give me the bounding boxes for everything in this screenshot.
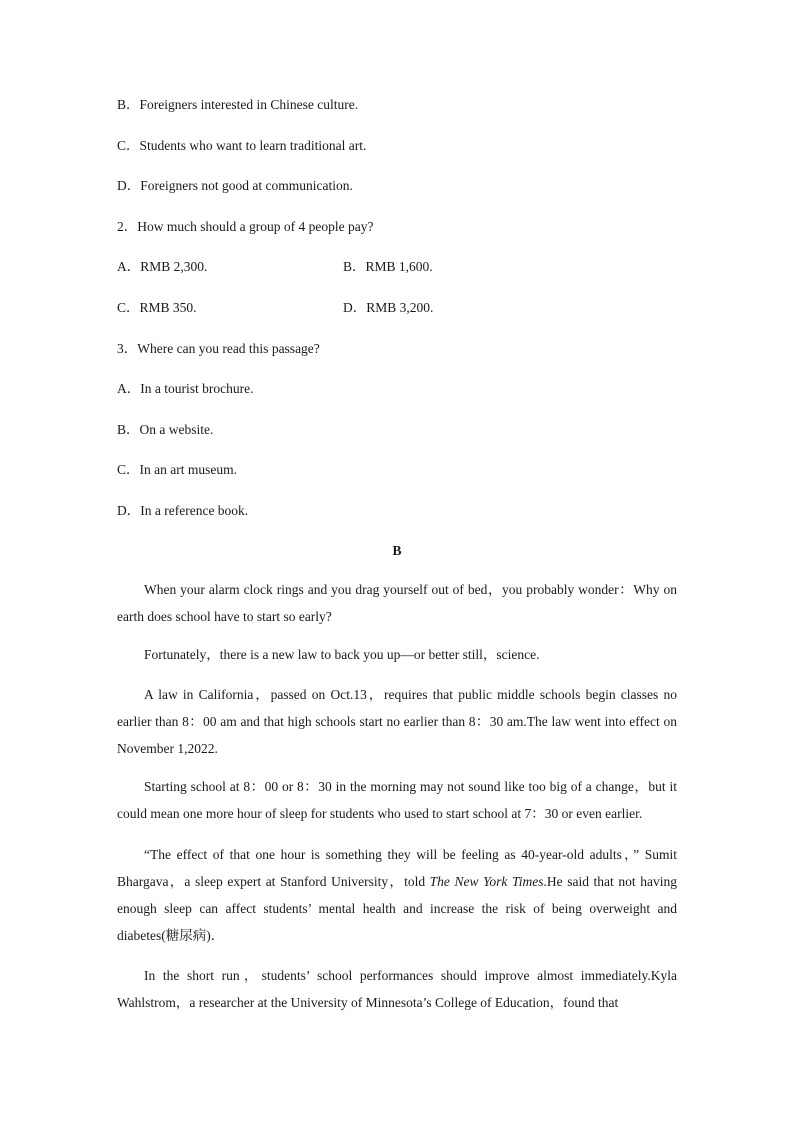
q2-option-c: C．RMB 350. bbox=[117, 300, 197, 315]
passage-paragraph-5 bbox=[117, 841, 677, 949]
q3-option-c: C．In an art museum. bbox=[117, 462, 237, 477]
passage-paragraph-1: When your alarm clock rings and you drag yourself out of bed，you probably wonder：Why on earth does school have to start so early? bbox=[117, 582, 677, 624]
paragraph-5-text-start: “The effect of that one hour is something they will be feeling as 40-year-old adults，” Sumit Bhargava，a sleep expert at Stanford University，told bbox=[117, 847, 677, 889]
passage-paragraph-6: In the short run，students’ school performances should improve almost immediately.Kyla Wahlstrom，a researcher at the University of Minnesota’s College of Education，found that bbox=[117, 968, 677, 1010]
q3-question: 3．Where can you read this passage? bbox=[117, 341, 320, 356]
section-heading: B bbox=[392, 543, 402, 558]
q1-option-c: C．Students who want to learn traditional art. bbox=[117, 138, 367, 153]
q2-option-a: A．RMB 2,300. bbox=[117, 259, 208, 274]
passage-paragraph-3: A law in California，passed on Oct.13，requires that public middle schools begin classes no earlier than 8：00 am and that high schools start no earlier than 8：30 am.The law went into effect on November 1,2022. bbox=[117, 687, 677, 756]
passage-paragraph-4: Starting school at 8：00 or 8：30 in the morning may not sound like too big of a change，but it could mean one more hour of sleep for students who used to start school at 7：30 or even earlier. bbox=[117, 779, 677, 821]
paragraph-5-text-end: .He said that not having enough sleep can affect students’ mental health and increase the risk of being overweight and diabetes(糖尿病)． bbox=[117, 874, 677, 943]
q3-option-b: B．On a website. bbox=[117, 422, 214, 437]
q3-option-d: D．In a reference book. bbox=[117, 503, 249, 518]
q1-option-d: D．Foreigners not good at communication. bbox=[117, 178, 353, 193]
passage-paragraph-2: Fortunately，there is a new law to back you up—or better still，science. bbox=[144, 647, 540, 662]
q2-question: 2．How much should a group of 4 people pay? bbox=[117, 219, 374, 234]
q2-option-b: B．RMB 1,600. bbox=[343, 259, 433, 274]
q3-option-a: A．In a tourist brochure. bbox=[117, 381, 254, 396]
newspaper-title: The New York Times bbox=[429, 874, 544, 889]
q2-option-d: D．RMB 3,200. bbox=[343, 300, 434, 315]
q1-option-b: B．Foreigners interested in Chinese culture. bbox=[117, 97, 359, 112]
